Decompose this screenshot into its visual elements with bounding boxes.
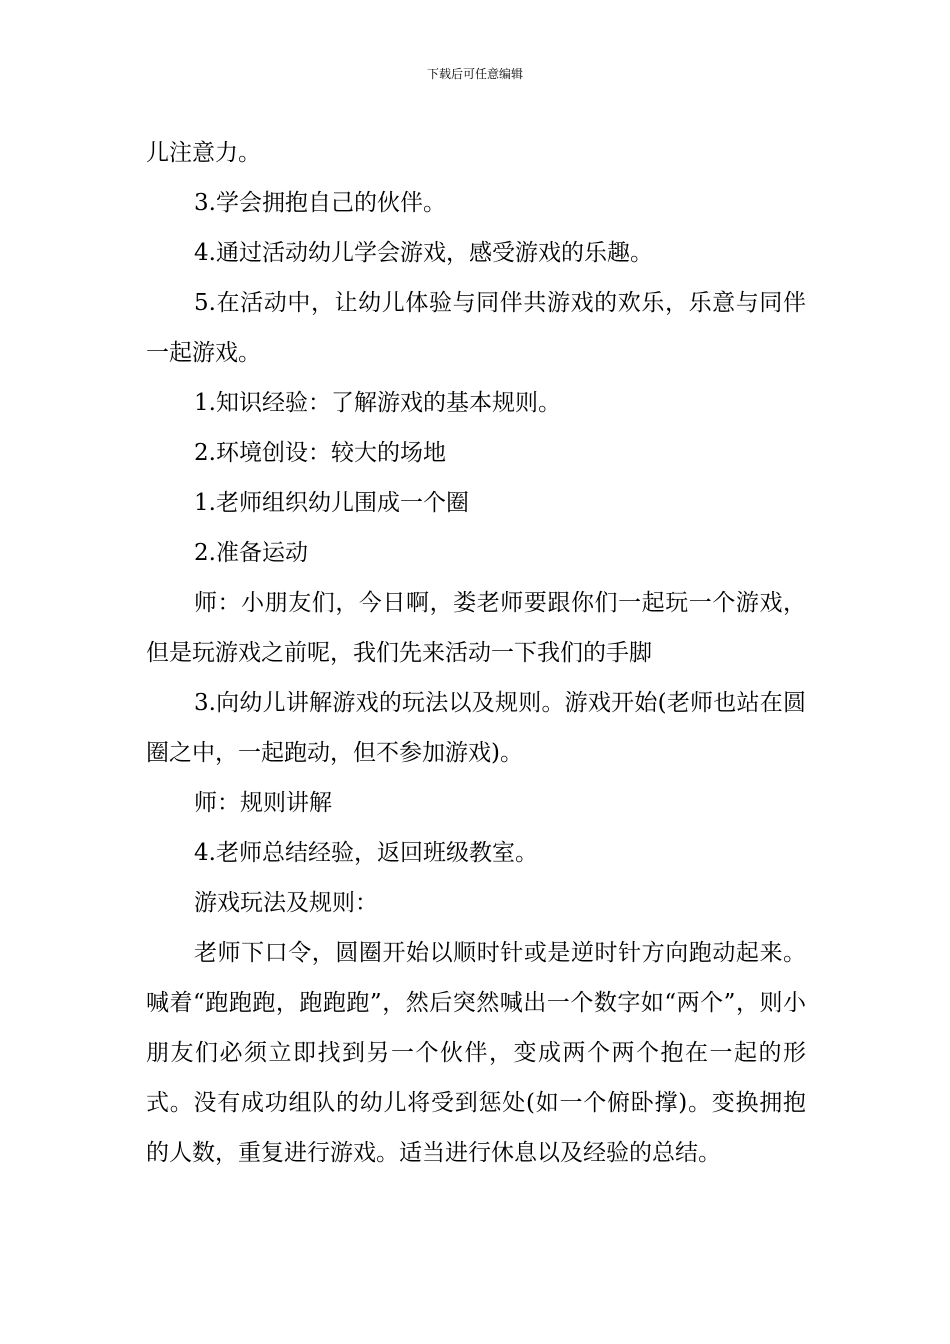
paragraph: 2.环境创设：较大的场地 [194,440,446,466]
paragraph: 3.向幼儿讲解游戏的玩法以及规则。游戏开始(老师也站在圆圈之中，一起跑动，但不参加游戏)。 [146,690,806,766]
page-header: 下载后可任意编辑 [426,67,523,81]
paragraph: 1.老师组织幼儿围成一个圈 [194,490,469,516]
paragraph: 儿注意力。 [146,140,261,166]
paragraph: 师：小朋友们，今日啊，娄老师要跟你们一起玩一个游戏，但是玩游戏之前呢，我们先来活动一下我们的手脚 [146,590,806,666]
paragraph: 5.在活动中，让幼儿体验与同伴共游戏的欢乐，乐意与同伴一起游戏。 [146,290,806,366]
paragraph: 师：规则讲解 [194,790,332,816]
paragraph: 游戏玩法及规则： [194,890,378,916]
paragraph: 老师下口令，圆圈开始以顺时针或是逆时针方向跑动起来。喊着“跑跑跑，跑跑跑”，然后突然喊出一个数字如“两个”，则小朋友们必须立即找到另一个伙伴，变成两个两个抱在一起的形式。没有成功组队的幼儿将受到惩处(如一个俯卧撑)。变换拥抱的人数，重复进行游戏。适当进行休息以及经验的总结。 [146,940,806,1166]
document-body [146,128,806,1178]
paragraph: 4.通过活动幼儿学会游戏，感受游戏的乐趣。 [194,240,653,266]
paragraph: 3.学会拥抱自己的伙伴。 [194,190,446,216]
paragraph: 2.准备运动 [194,540,308,566]
paragraph: 1.知识经验：了解游戏的基本规则。 [194,390,561,416]
paragraph: 4.老师总结经验，返回班级教室。 [194,840,538,866]
